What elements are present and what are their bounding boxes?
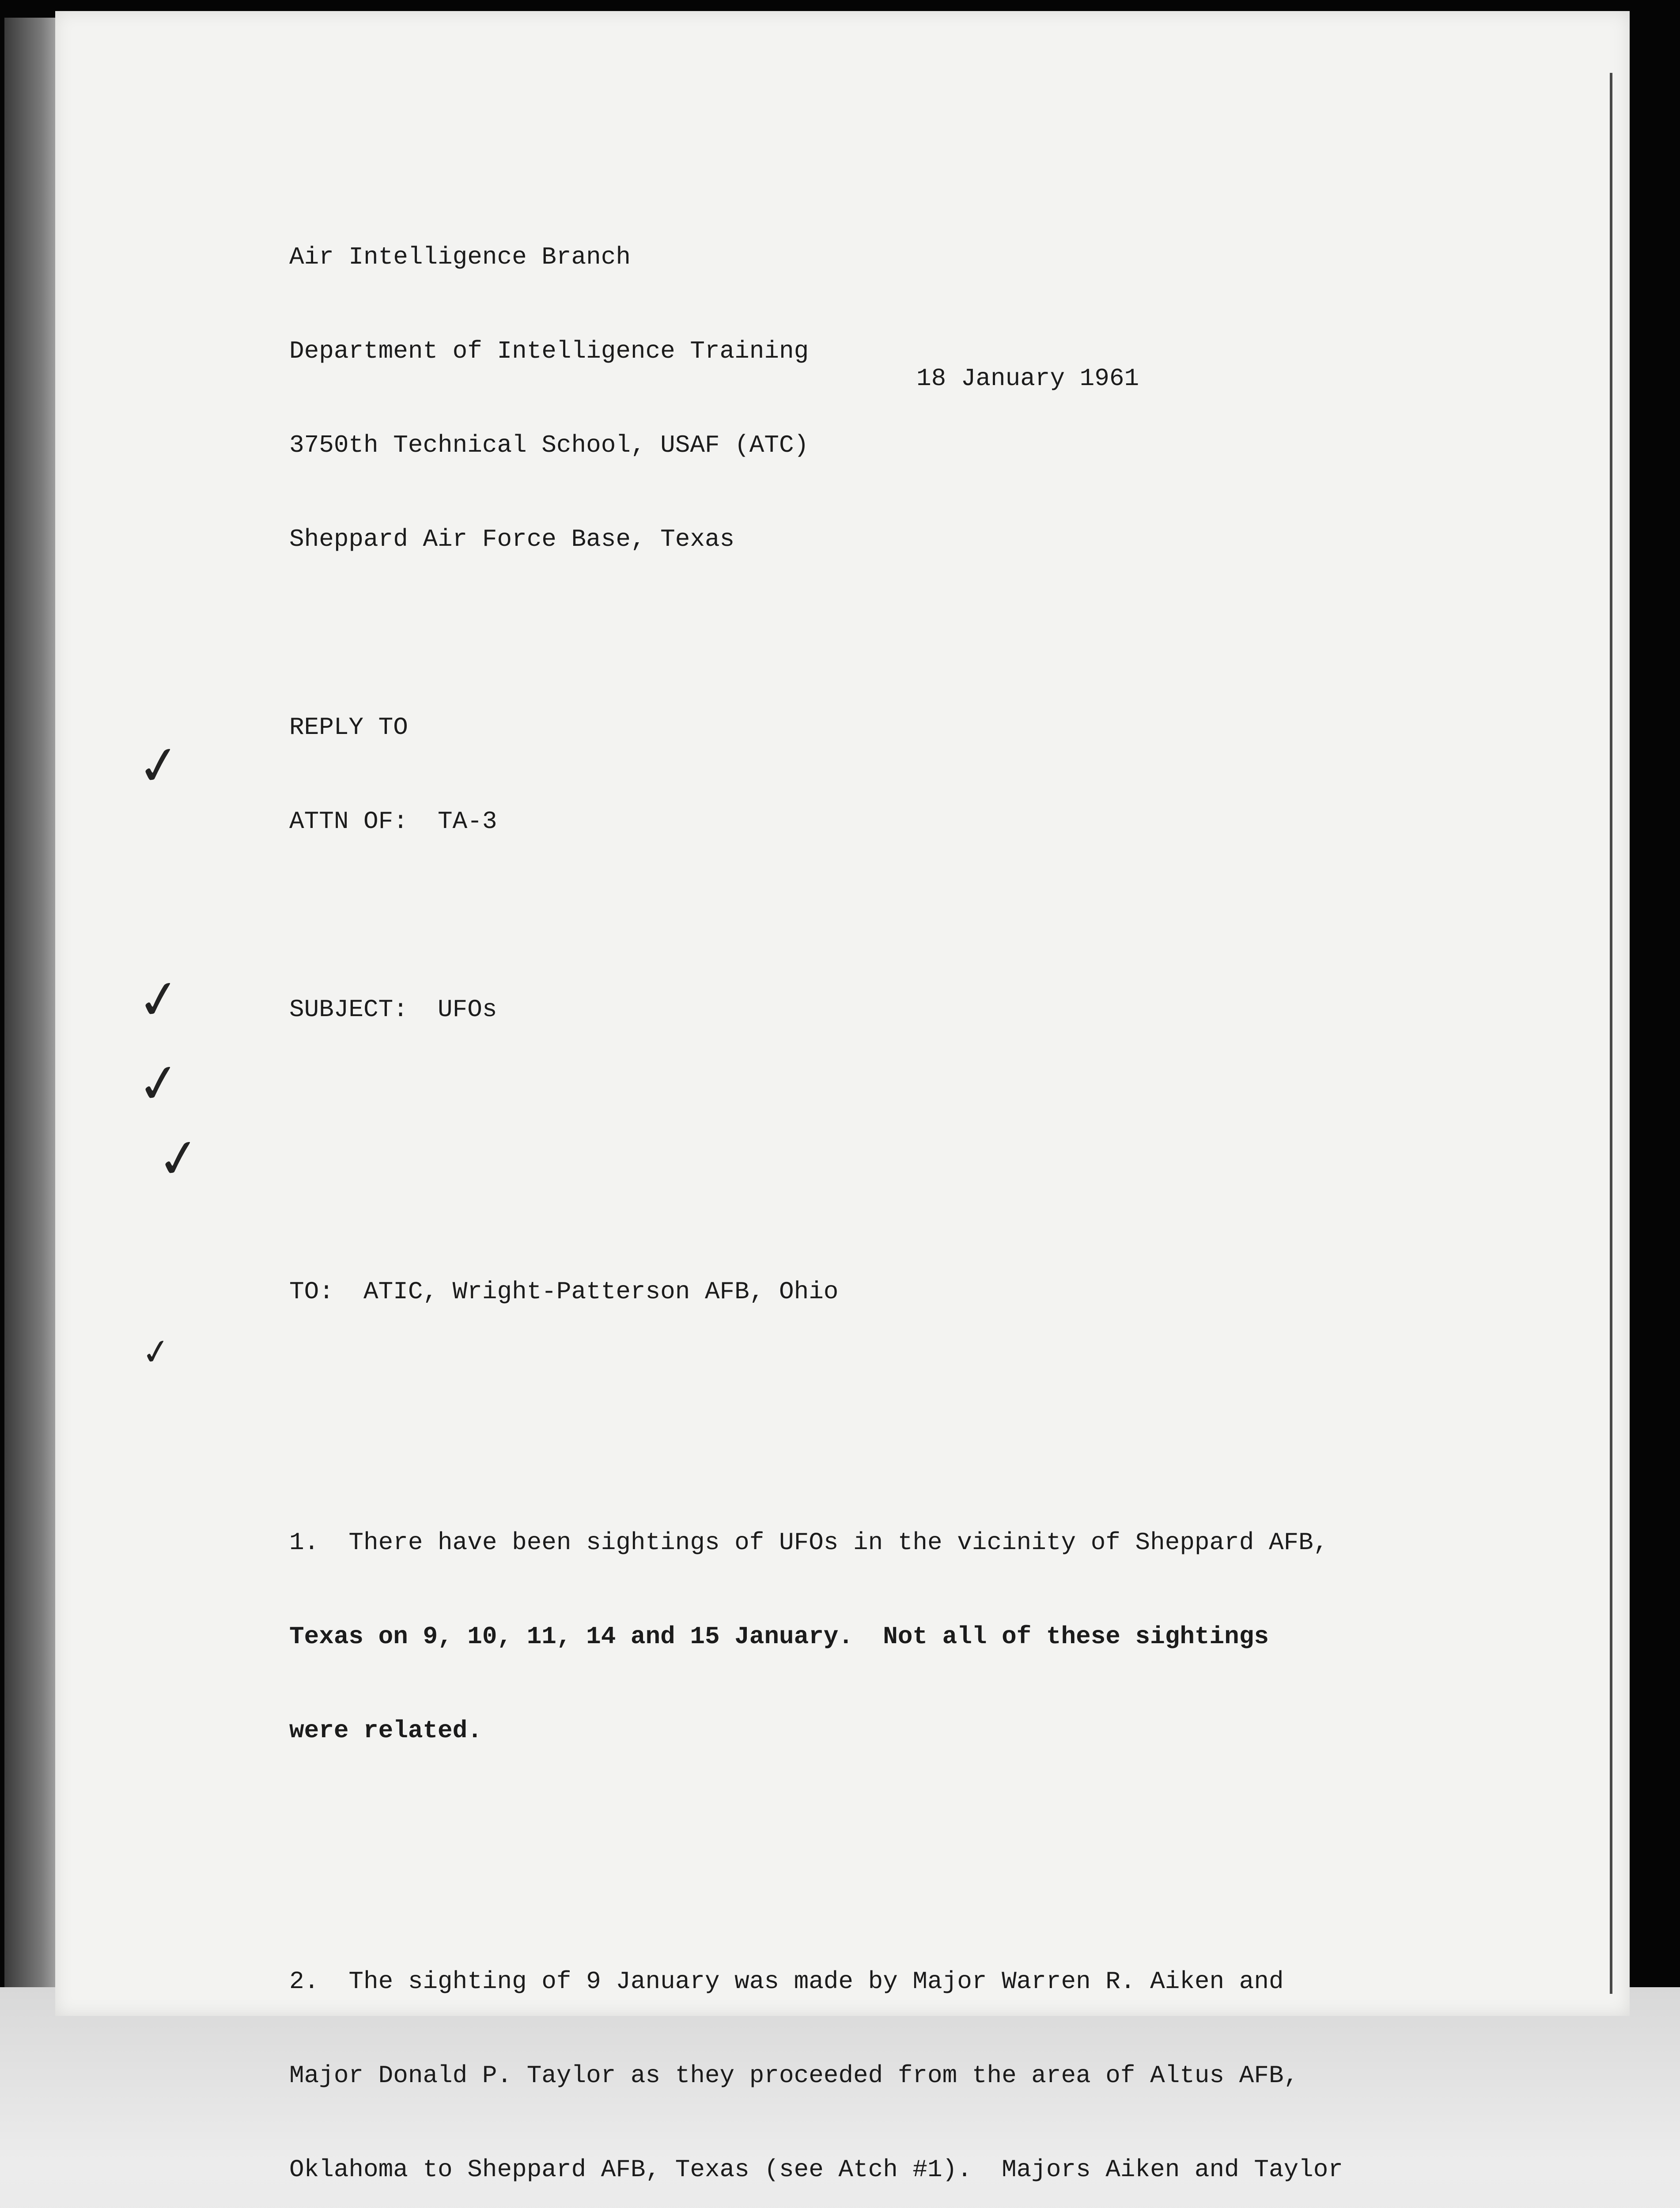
subject-line: SUBJECT: UFOs [289,995,497,1024]
check-mark-icon: ✓ [152,1125,205,1193]
to-line: TO: ATIC, Wright-Patterson AFB, Ohio [289,1278,839,1306]
check-mark-icon: ✓ [132,732,185,800]
check-mark-icon: ✓ [132,1050,185,1118]
paragraph-2-line: Major Donald P. Taylor as they proceeded from the area of Altus AFB, [289,2061,1299,2090]
org-line: Air Intelligence Branch [289,243,631,271]
org-line: Sheppard Air Force Base, Texas [289,525,735,553]
paragraph-1-line: Texas on 9, 10, 11, 14 and 15 January. Not all of these sightings [289,1622,1269,1651]
org-line: Department of Intelligence Training [289,337,809,365]
paragraph-2-line: 2. The sighting of 9 January was made by Major Warren R. Aiken and [289,1967,1284,1996]
attn-of: ATTN OF: TA-3 [289,807,497,836]
paragraph-1-line: 1. There have been sightings of UFOs in the vicinity of Sheppard AFB, [289,1528,1328,1557]
paragraph-1-line: were related. [289,1716,482,1745]
right-margin-rule [1610,73,1612,1994]
reply-to: REPLY TO [289,713,408,741]
paragraph-2-line: Oklahoma to Sheppard AFB, Texas (see Atch #1). Majors Aiken and Taylor [289,2155,1343,2184]
check-mark-icon: ✓ [138,1329,174,1375]
check-mark-icon: ✓ [132,966,185,1034]
letter-body [289,179,1491,2208]
org-line: 3750th Technical School, USAF (ATC) [289,431,809,459]
document-page [55,11,1630,2184]
letter-date: 18 January 1961 [916,364,1139,393]
